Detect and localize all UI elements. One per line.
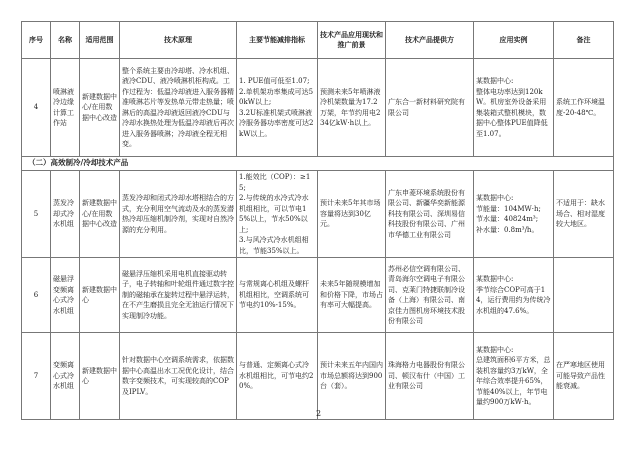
section-title: （二）高效制冷/冷却技术产品 [22,157,614,171]
cell-indicators: 1.能效比（COP）：≥15; 2.与传统的水冷式冷水机组相比，可以节电15%以上，节水50%以上; 3.与风冷式冷水机组相比，节能35%以上。 [237,171,318,258]
cell-principle: 蒸发冷却和闭式冷却水塔相结合的方式，充分利用空气流动及水的蒸发潜热冷却压缩机制冷剂，实现对自然冷源的充分利用。 [120,171,237,258]
page-number: 2 [316,409,322,418]
header-cell: 技术产品提供方 [386,22,474,59]
header-cell: 应用实例 [474,22,554,59]
cell-indicators: 1. PUE值可低至1.07; 2.单机架功率集成可达50kW以上; 3.2U标准机架式喷淋液冷服务器功率密度可达2kW以上。 [237,59,318,157]
header-cell: 适用范围 [80,22,120,59]
header-cell: 序号 [22,22,51,59]
header-cell: 技术产品应用现状和推广前景 [318,22,386,59]
cell-prospect: 预计未来5年其市场容量将达到30亿元。 [318,171,386,258]
cell-prospect: 未来5年随规模增加和价格下降，市场占有率可大幅提高。 [318,258,386,333]
cell-scope: 新建数据中心/在用数据中心改造 [80,59,120,157]
cell-remark: 不适用于：缺水场合、相对湿度较大地区。 [554,171,614,258]
cell-provider: 广东申菱环境系统股份有限公司、新疆华奕新能源科技有限公司、深圳易信科技股份有限公司、广州市华德工业有限公司 [386,171,474,258]
cell-no: 4 [22,59,51,157]
section-row [22,157,614,171]
cell-example: 某数据中心: 总建筑面积6平方米，总装机容量约3万kW，全年综合效率提升65%，节能40%以上，年节电量约900万kW·h。 [474,333,554,420]
cell-provider: 苏州必信空调有限公司、青岛海尔空调电子有限公司、克莱门特捷联制冷设备（上海）有限公司、南京佳力图机房环境技术股份有限公司 [386,258,474,333]
cell-no: 7 [22,333,51,420]
cell-no: 5 [22,171,51,258]
technology-table [21,21,614,420]
cell-provider: 广东合一新材料研究院有限公司 [386,59,474,157]
cell-example: 某数据中心: 季节综合COP可高于14，运行费用约为传统冷水机组的47.6%。 [474,258,554,333]
cell-scope: 新建数据中心 [80,333,120,420]
header-cell: 技术原理 [120,22,237,59]
cell-prospect: 预测未来5年喷淋液冷机架数量为17.2万架，年节约用电234亿kW·h以上。 [318,59,386,157]
table-row [22,59,614,157]
table-row [22,333,614,420]
cell-name: 喷淋液冷边缘计算工作站 [51,59,80,157]
cell-no: 6 [22,258,51,333]
cell-name: 磁悬浮变频离心式冷水机组 [51,258,80,333]
cell-scope: 新建数据中心 [80,258,120,333]
table-row [22,171,614,258]
table-row [22,258,614,333]
cell-indicators: 与普通、定频离心式冷水机组相比，可节电约20%。 [237,333,318,420]
cell-remark [554,258,614,333]
cell-example: 某数据中心: 节能量：104MW·h; 节水量：40824m³; 补水量：0.8m³/h。 [474,171,554,258]
cell-principle: 磁悬浮压缩机采用电机直接驱动转子，电子转轴和叶轮组件通过数字控制的磁轴承在旋转过程中悬浮运转，在不产生磨损且完全无油运行情况下实现制冷功能。 [120,258,237,333]
cell-indicators: 与常规离心机组及螺杆机组相比，空调系统可节电约10%-15%。 [237,258,318,333]
cell-principle: 针对数据中心空调系统需求，依据数据中心高温出水工况优化设计，结合数字变频技术，可实现较高的COP及IPLV。 [120,333,237,420]
cell-example: 某数据中心: 整体电功率达到120kW。机房室外设备采用集装箱式整机模块，数据中心整体PUE值降低至1.07。 [474,59,554,157]
cell-name: 蒸发冷却式冷水机组 [51,171,80,258]
cell-scope: 新建数据中心/在用数据中心改造 [80,171,120,258]
cell-principle: 整个系统主要由冷却塔、冷水机组、液冷CDU、液冷喷淋机柜构成。工作过程为：低温冷却液进入服务器精准喷淋芯片等发热单元带走热量；喷淋后的高温冷却液返回液冷CDU与冷却水换热处理为低温冷却液后再次进入服务器喷淋；冷却液全程无相变。 [120,59,237,157]
header-cell: 备注 [554,22,614,59]
cell-remark: 系统工作环境温度-20-48℃。 [554,59,614,157]
table-header-row [22,22,614,59]
cell-remark: 在严寒地区使用可能导致产品性能衰减。 [554,333,614,420]
cell-name: 变频离心式冷水机组 [51,333,80,420]
cell-prospect: 预计未来五年内国内市场总额将达到900台（套）。 [318,333,386,420]
cell-provider: 珠海格力电器股份有限公司、顿汉布什（中国）工业有限公司 [386,333,474,420]
header-cell: 名称 [51,22,80,59]
header-cell: 主要节能减排指标 [237,22,318,59]
